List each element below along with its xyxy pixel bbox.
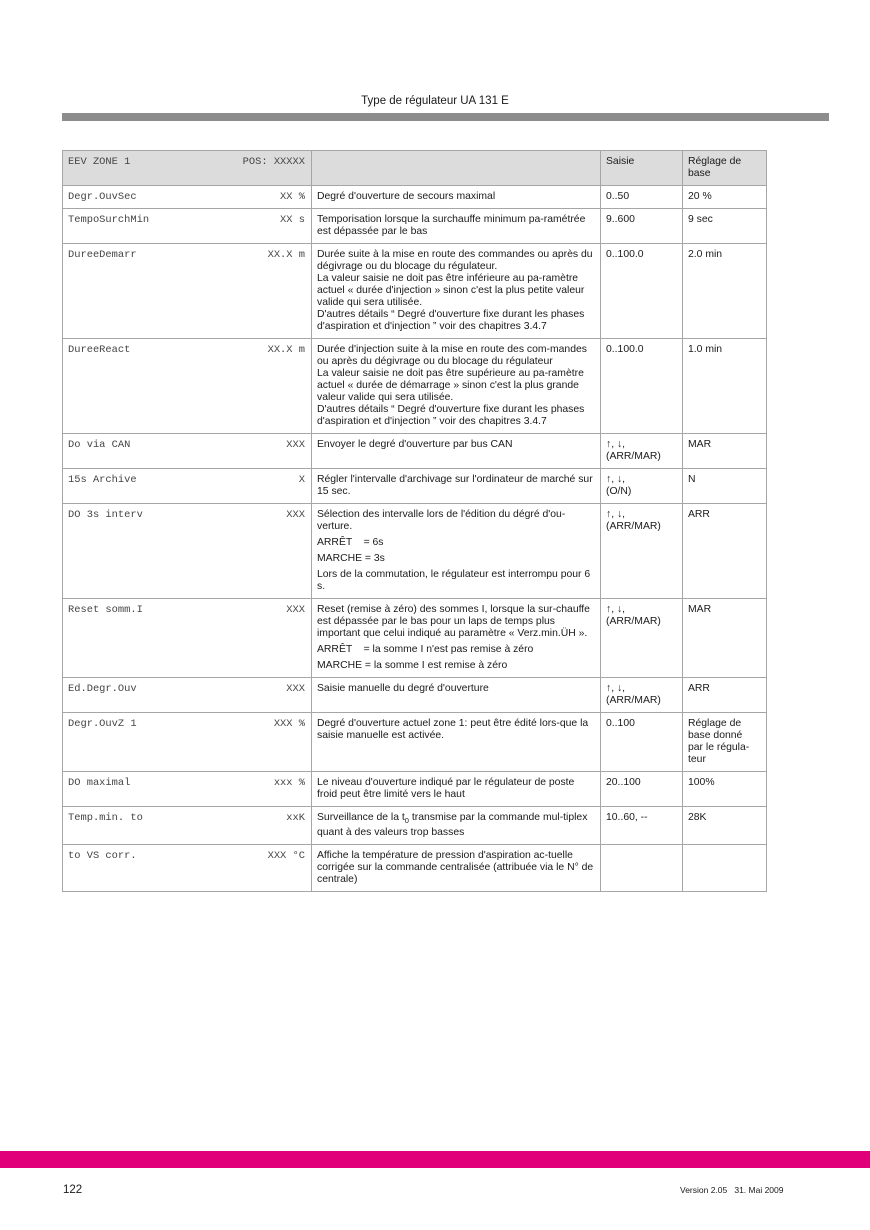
param-code: DO maximal	[68, 777, 131, 789]
param-unit: XX s	[280, 214, 305, 226]
description-text: Temporisation lorsque la surchauffe minimum pa-ramétrée est dépassée par le bas	[317, 214, 586, 237]
param-description	[312, 434, 601, 469]
param-input-range	[601, 469, 683, 504]
param-code: Temp.min. to	[68, 812, 143, 824]
table-header-row	[63, 151, 767, 186]
header-pos-label: POS: XXXXX	[242, 156, 305, 168]
param-code: Degr.OuvZ 1	[68, 718, 137, 730]
param-input-range: 0..100.0	[601, 244, 683, 339]
description-text: Degré d'ouverture actuel zone 1: peut être édité lors-que la saisie manuelle est activée.	[317, 718, 589, 741]
param-input-range	[601, 434, 683, 469]
table-row	[63, 186, 767, 209]
param-default: N	[683, 469, 767, 504]
param-unit: XXX %	[273, 718, 305, 730]
header-divider-bar	[62, 113, 829, 121]
description-text: Affiche la température de pression d'aspiration ac-tuelle corrigée sur la commande centralisée (attribuée via le N° de centrale)	[317, 850, 594, 886]
option-on-text: MARCHE = la somme I est remise à zéro	[317, 660, 508, 671]
param-description	[312, 599, 601, 678]
param-unit: XXX	[286, 439, 305, 451]
param-default: 20 %	[683, 186, 767, 209]
table-row	[63, 469, 767, 504]
description-text-end: transmise par la commande mul-tiplex quant à des valeurs trop basses	[317, 812, 588, 839]
table-row	[63, 845, 767, 892]
param-code: DO 3s interv	[68, 509, 143, 521]
param-code-cell	[63, 504, 312, 599]
table-row	[63, 713, 767, 772]
param-input-range	[601, 504, 683, 599]
header-default-cell: Réglage de base	[683, 151, 767, 186]
param-input-range	[601, 678, 683, 713]
param-description	[312, 244, 601, 339]
param-description	[312, 845, 601, 892]
param-default: MAR	[683, 599, 767, 678]
description-text-start: Surveillance de la t	[317, 812, 405, 823]
description-text: D'autres détails “ Degré d'ouverture fixe durant les phases d'aspiration et d'injection ” voir des chapitres 3.4.7	[317, 404, 585, 427]
param-description	[312, 339, 601, 434]
option-off-text: ARRÊT = la somme I n'est pas remise à zéro	[317, 644, 534, 655]
header-description-cell	[312, 151, 601, 186]
param-unit: XXX	[286, 509, 305, 521]
input-options: (ARR/MAR)	[606, 451, 661, 462]
table-row	[63, 339, 767, 434]
description-text: Saisie manuelle du degré d'ouverture	[317, 683, 489, 694]
param-code-cell	[63, 244, 312, 339]
param-code: DureeDemarr	[68, 249, 137, 261]
arrow-keys-label: ↑, ↓,	[606, 683, 626, 694]
arrow-keys-label: ↑, ↓,	[606, 474, 626, 485]
param-code: Ed.Degr.Ouv	[68, 683, 137, 695]
param-code-cell	[63, 678, 312, 713]
param-code-cell	[63, 599, 312, 678]
option-off-text: ARRÊT = 6s	[317, 537, 384, 548]
param-code: 15s Archive	[68, 474, 137, 486]
param-unit: XXX	[286, 604, 305, 616]
param-description	[312, 186, 601, 209]
param-code-cell	[63, 186, 312, 209]
table-row	[63, 244, 767, 339]
table-row	[63, 504, 767, 599]
param-code: Do via CAN	[68, 439, 131, 451]
param-unit: xxx %	[273, 777, 305, 789]
param-description	[312, 713, 601, 772]
header-input-cell: Saisie	[601, 151, 683, 186]
param-description	[312, 678, 601, 713]
param-description	[312, 504, 601, 599]
param-input-range: 20..100	[601, 772, 683, 807]
param-code: to VS corr.	[68, 850, 137, 863]
description-text: Degré d'ouverture de secours maximal	[317, 191, 496, 202]
param-input-range	[601, 845, 683, 892]
param-code: TempoSurchMin	[68, 214, 150, 226]
table-row	[63, 434, 767, 469]
param-input-range: 0..100	[601, 713, 683, 772]
header-zone-label: EEV ZONE 1	[68, 156, 131, 168]
table-row	[63, 807, 767, 845]
param-unit: XX %	[280, 191, 305, 203]
page-number: 122	[63, 1184, 83, 1196]
table-row	[63, 209, 767, 244]
param-input-range: 10..60, --	[601, 807, 683, 845]
input-options: (ARR/MAR)	[606, 695, 661, 706]
document-title: Type de régulateur UA 131 E	[361, 95, 509, 107]
param-description	[312, 469, 601, 504]
param-code-cell	[63, 772, 312, 807]
description-text: Envoyer le degré d'ouverture par bus CAN	[317, 439, 513, 450]
param-code: Reset somm.I	[68, 604, 143, 616]
param-default: 100%	[683, 772, 767, 807]
param-unit: XX.X m	[267, 344, 305, 356]
arrow-keys-label: ↑, ↓,	[606, 439, 626, 450]
input-options: (ARR/MAR)	[606, 521, 661, 532]
subscript-zero: 0	[404, 816, 409, 826]
param-unit: XX.X m	[267, 249, 305, 261]
parameter-table	[62, 150, 767, 892]
param-unit: XXX	[286, 683, 305, 695]
version-info: Version 2.05 31. Mai 2009	[680, 1185, 784, 1195]
param-default: Réglage de base donné par le régula-teur	[683, 713, 767, 772]
table-row	[63, 599, 767, 678]
param-code-cell	[63, 713, 312, 772]
param-description	[312, 772, 601, 807]
description-text: Sélection des intervalle lors de l'édition du dégré d'ou-verture.	[317, 509, 566, 532]
param-default: 28K	[683, 807, 767, 845]
table-row	[63, 772, 767, 807]
arrow-keys-label: ↑, ↓,	[606, 509, 626, 520]
param-default: ARR	[683, 678, 767, 713]
param-code-cell	[63, 807, 312, 845]
param-unit: xxK	[286, 812, 305, 824]
description-text: Régler l'intervalle d'archivage sur l'ordinateur de marché sur 15 sec.	[317, 474, 593, 497]
param-code-cell	[63, 845, 312, 892]
option-on-text: MARCHE = 3s	[317, 553, 385, 564]
description-text: Reset (remise à zéro) des sommes I, lorsque la sur-chauffe est dépassée par le bas pour un laps de temps plus important que celui indiqué au paramètre « Verz.min.ÜH ».	[317, 604, 590, 639]
param-description	[312, 209, 601, 244]
param-default: MAR	[683, 434, 767, 469]
input-options: (ARR/MAR)	[606, 616, 661, 627]
param-input-range	[601, 599, 683, 678]
param-input-range: 9..600	[601, 209, 683, 244]
param-input-range: 0..100.0	[601, 339, 683, 434]
param-input-range: 0..50	[601, 186, 683, 209]
description-text: Le niveau d'ouverture indiqué par le régulateur de poste froid peut être limité vers le haut	[317, 777, 575, 800]
param-description	[312, 807, 601, 845]
param-default: 9 sec	[683, 209, 767, 244]
description-text: D'autres détails “ Degré d'ouverture fixe durant les phases d'aspiration et d'injection ” voir des chapitres 3.4.7	[317, 309, 585, 332]
description-text: La valeur saisie ne doit pas être supérieure au pa-ramètre actuel « durée de démarrage » sinon c'est la plus grande valeur valide qui sera utilisée.	[317, 368, 584, 403]
description-text	[317, 812, 594, 839]
param-code-cell	[63, 209, 312, 244]
description-text: Durée suite à la mise en route des commandes ou après du dégivrage ou du blocage du régulateur.	[317, 249, 593, 272]
description-text: La valeur saisie ne doit pas être inférieure au pa-ramètre actuel « durée d'injection » sinon c'est la plus petite valeur valide qui sera utilisée.	[317, 273, 585, 308]
footer-accent-bar	[0, 1151, 870, 1168]
param-code: DureeReact	[68, 344, 131, 356]
param-default: ARR	[683, 504, 767, 599]
param-default: 1.0 min	[683, 339, 767, 434]
description-text: Durée d'injection suite à la mise en route des com-mandes ou après du dégivrage ou du blocage du régulateur	[317, 344, 587, 367]
description-note: Lors de la commutation, le régulateur est interrompu pour 6 s.	[317, 569, 591, 592]
param-code-cell	[63, 434, 312, 469]
param-default: 2.0 min	[683, 244, 767, 339]
input-options: (O/N)	[606, 486, 632, 497]
param-default	[683, 845, 767, 892]
header-code-cell	[63, 151, 312, 186]
param-unit: XXX °C	[267, 850, 305, 863]
arrow-keys-label: ↑, ↓,	[606, 604, 626, 615]
param-unit: X	[298, 474, 305, 486]
param-code: Degr.OuvSec	[68, 191, 137, 203]
table-row	[63, 678, 767, 713]
param-code-cell	[63, 339, 312, 434]
param-code-cell	[63, 469, 312, 504]
